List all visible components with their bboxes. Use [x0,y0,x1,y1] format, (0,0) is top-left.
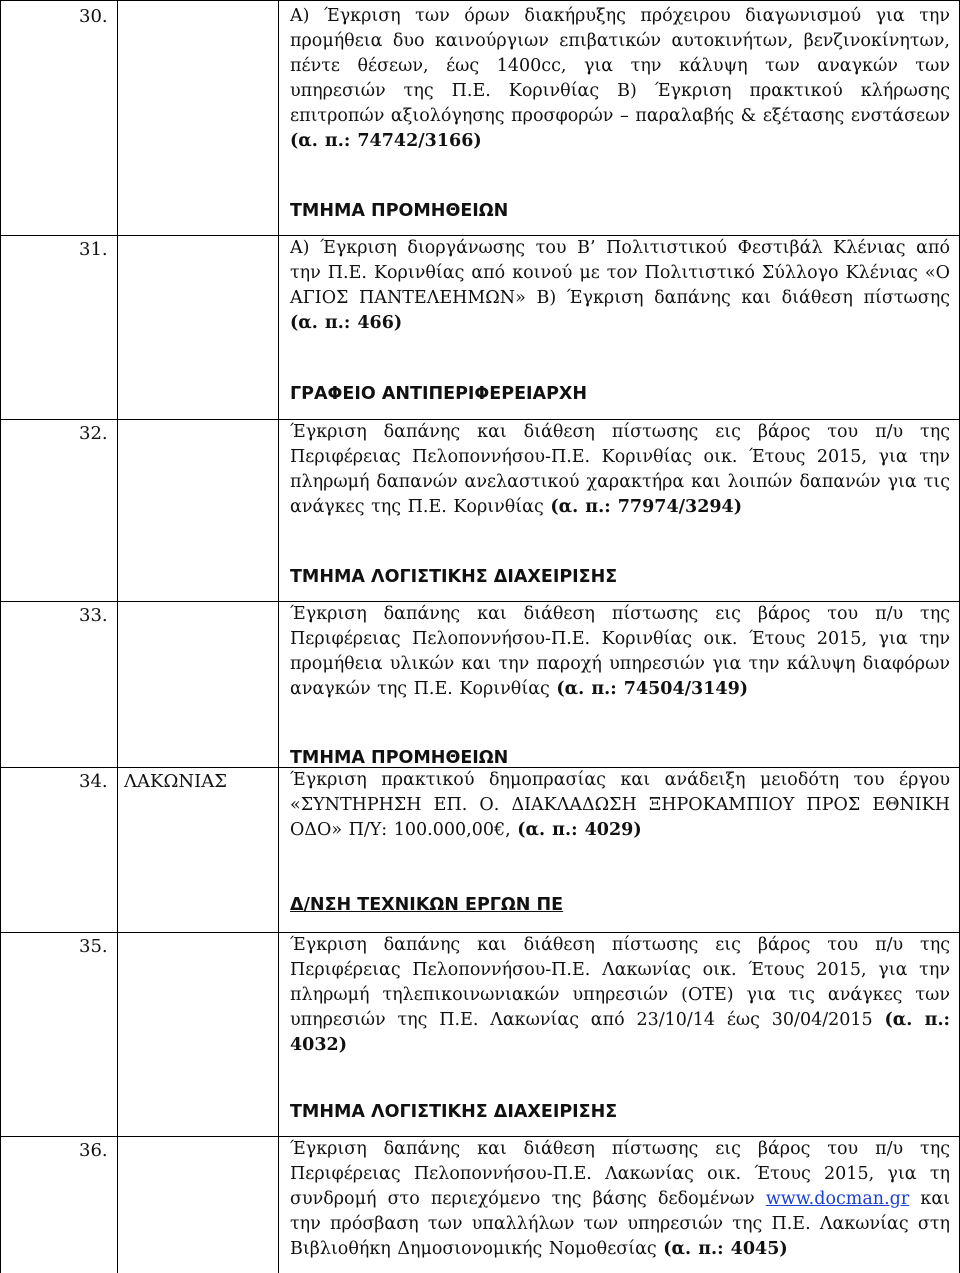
protocol-reference: (α. π.: 74504/3149) [556,679,749,699]
agenda-item-text [290,420,950,520]
agenda-item-text [290,1137,950,1262]
department-heading: Δ/ΝΣΗ ΤΕΧΝΙΚΩΝ ΕΡΓΩΝ ΠΕ [290,895,564,915]
item-description: Έγκριση δαπάνης και διάθεση πίστωσης εις βάρος του π/υ της Περιφέρειας Πελοποννήσου-Π.Ε. Κορινθίας οικ. Έτους 2015, για την προμήθεια υλικών και την παροχή υπηρεσιών για την κάλυψη διαφόρων αναγκών της Π.Ε. Κορινθίας [290,604,950,699]
department-heading: ΤΜΗΜΑ ΛΟΓΙΣΤΙΚΗΣ ΔΙΑΧΕΙΡΙΣΗΣ [290,1102,618,1122]
row-number: 30. [79,6,108,27]
department-heading: ΓΡΑΦΕΙΟ ΑΝΤΙΠΕΡΙΦΕΡΕΙΑΡΧΗ [290,384,588,404]
protocol-reference: (α. π.: 466) [290,313,403,333]
row-border [0,0,960,1]
department-heading: ΤΜΗΜΑ ΠΡΟΜΗΘΕΙΩΝ [290,748,509,768]
department-heading: ΤΜΗΜΑ ΠΡΟΜΗΘΕΙΩΝ [290,201,509,221]
agenda-item-text [290,602,950,702]
item-description-part2: και την πρόσβαση των υπαλλήλων των υπηρεσιών της Π.Ε. Λακωνίας στη Βιβλιοθήκη Δημοσιονομικής Νομοθεσίας [290,1189,950,1259]
protocol-reference: (α. π.: 77974/3294) [550,497,743,517]
protocol-reference: (α. π.: 4032) [290,1010,950,1055]
item-description: Α) Έγκριση διοργάνωσης του Β’ Πολιτιστικού Φεστιβάλ Κλένιας από την Π.Ε. Κορινθίας από κοινού με τον Πολιτιστικό Σύλλογο Κλένιας «Ο ΑΓΙΟΣ ΠΑΝΤΕΛΕΗΜΩΝ» Β) Έγκριση δαπάνης και διάθεση πίστωσης [290,238,950,308]
item-description: Α) Έγκριση των όρων διακήρυξης πρόχειρου διαγωνισμού για την προμήθεια δυο καινούργιων επιβατικών αυτοκινήτων, βενζινοκίνητων, πέντε θέσεων, έως 1400cc, για την κάλυψη των αναγκών των υπηρεσιών της Π.Ε. Κορινθίας Β) Έγκριση πρακτικού κλήρωσης επιτροπών αξιολόγησης προσφορών – παραλαβής & εξέτασης ενστάσεων [290,6,950,126]
row-number: 32. [79,423,108,444]
agenda-item-text [290,768,950,843]
item-description-part1: Έγκριση δαπάνης και διάθεση πίστωσης εις βάρος του π/υ της Περιφέρειας Πελοποννήσου-Π.Ε. Λακωνίας οικ. Έτους 2015, για τη συνδρομή στο περιεχόμενο της βάσης δεδομένων [290,1139,950,1209]
row-number: 31. [79,239,108,260]
table-border-col2 [278,0,279,1273]
agenda-item-text [290,4,950,154]
docman-link[interactable]: www.docman.gr [765,1189,910,1209]
agenda-item-text [290,236,950,336]
department-heading: ΤΜΗΜΑ ΛΟΓΙΣΤΙΚΗΣ ΔΙΑΧΕΙΡΙΣΗΣ [290,567,618,587]
row-number: 33. [79,605,108,626]
item-description: Έγκριση πρακτικού δημοπρασίας και ανάδειξη μειοδότη του έργου «ΣΥΝΤΗΡΗΣΗ ΕΠ. Ο. ΔΙΑΚΛΑΔΩΣΗ ΞΗΡΟΚΑΜΠΙΟΥ ΠΡΟΣ ΕΘΝΙΚΗ ΟΔΟ» Π/Υ: 100.000,00€, [290,770,950,840]
item-description: Έγκριση δαπάνης και διάθεση πίστωσης εις βάρος του π/υ της Περιφέρειας Πελοποννήσου-Π.Ε. Κορινθίας οικ. Έτους 2015, για την πληρωμή δαπανών ανελαστικού χαρακτήρα και λοιπών δαπανών για τις ανάγκες της Π.Ε. Κορινθίας [290,422,950,517]
region-label: ΛΑΚΩΝΙΑΣ [124,771,227,792]
table-border-left [0,0,1,1273]
table-border-col1 [117,0,118,1273]
row-number: 36. [79,1140,108,1161]
agenda-item-text [290,933,950,1058]
protocol-reference: (α. π.: 4029) [517,820,642,840]
item-description: Έγκριση δαπάνης και διάθεση πίστωσης εις βάρος του π/υ της Περιφέρειας Πελοποννήσου-Π.Ε. Λακωνίας οικ. Έτους 2015, για την πληρωμή τηλεπικοινωνιακών υπηρεσιών (ΟΤΕ) για τις ανάγκες των υπηρεσιών της Π.Ε. Λακωνίας από 23/10/14 έως 30/04/2015 [290,935,950,1030]
row-number: 34. [79,771,108,792]
row-number: 35. [79,936,108,957]
protocol-reference: (α. π.: 4045) [663,1239,788,1259]
protocol-reference: (α. π.: 74742/3166) [290,131,482,151]
